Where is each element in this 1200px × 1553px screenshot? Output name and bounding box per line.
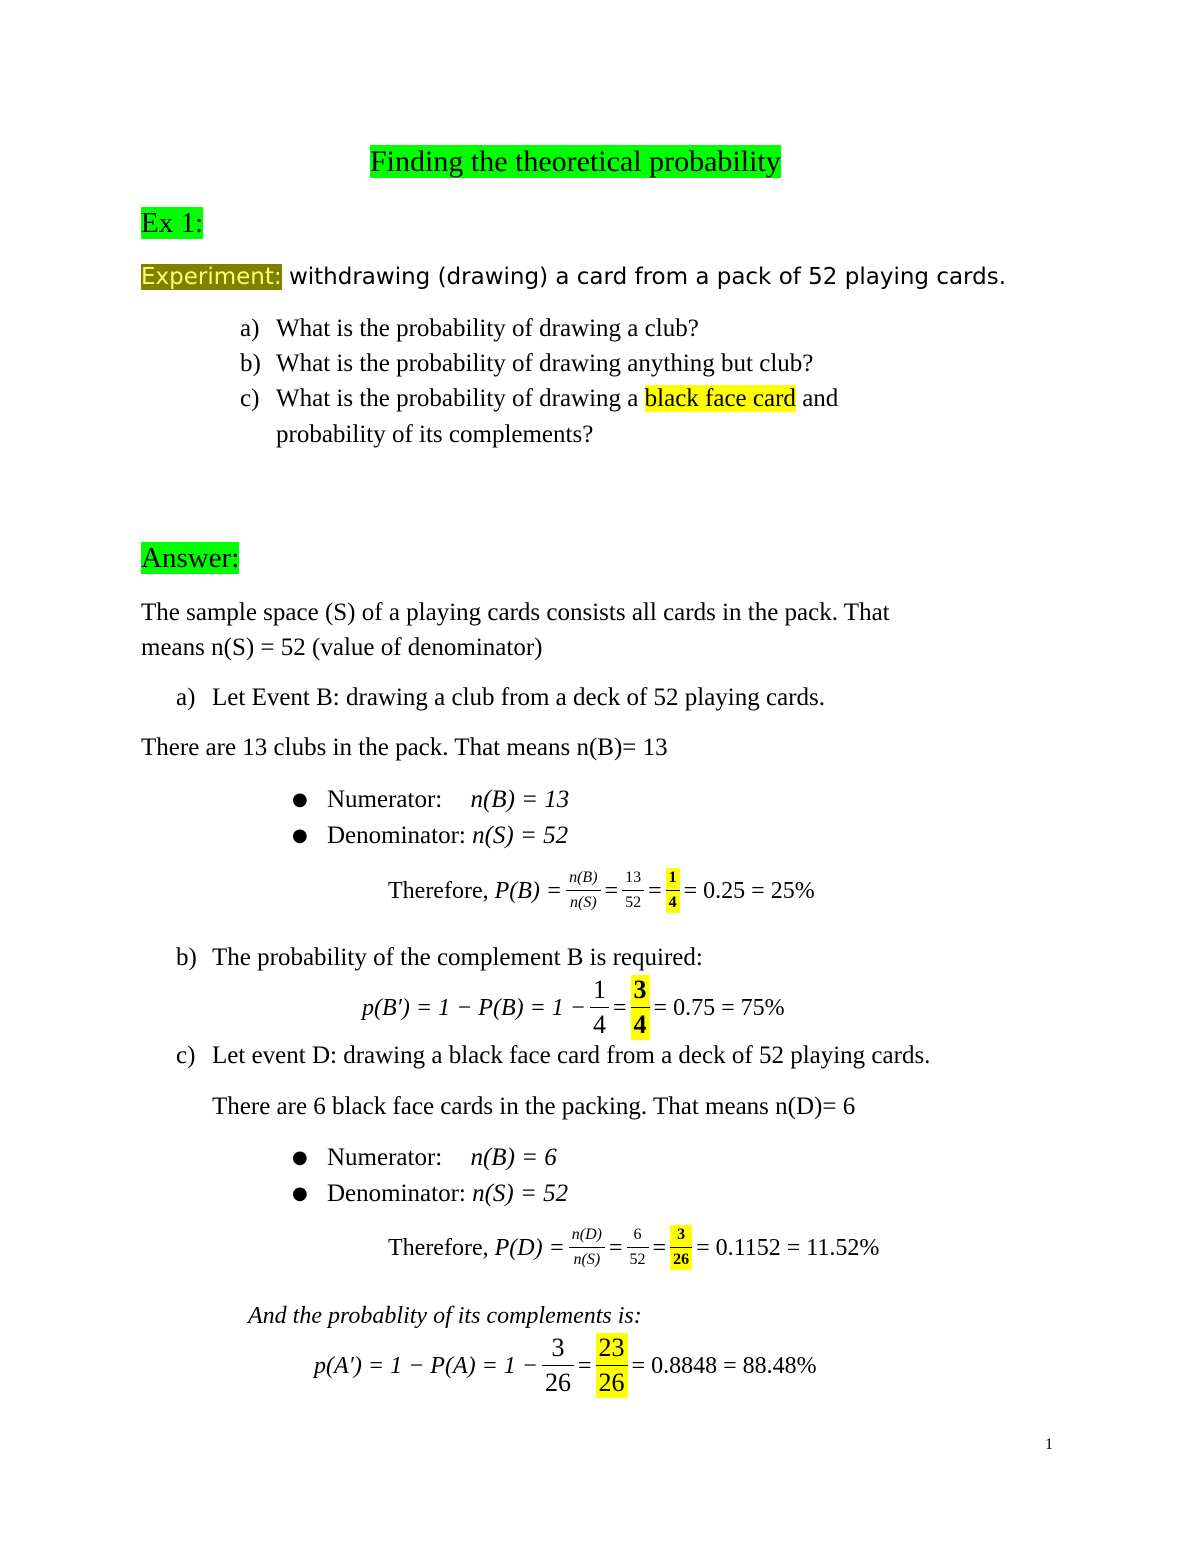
fraction-nb-ns: $\frac{n(B)}{n(S)}$ [566,868,600,913]
question-text: What is the probability of drawing a [276,385,645,412]
experiment-text: withdrawing (drawing) a card from a pack of 52 playing cards. [288,264,1007,290]
question-text: What is the probability of drawing a club? [276,315,699,342]
part-marker: a) [176,684,196,711]
fraction-23-26-highlighted: $\frac{23}{26}$ [596,1333,628,1398]
therefore-label: Therefore, [388,1234,489,1261]
part-a-line [176,683,825,713]
bullet-dot: ● [292,1147,308,1168]
part-b-formula: p(B′) = 1 − P(B) = 1 − $\frac{1}{4}$ = $\frac{3}{4}$ = 0.75 = 75% [362,975,785,1039]
complement-caption: And the probablity of its complements is: [248,1303,642,1329]
part-c-count: There are 6 black face cards in the packing. That means n(D)= 6 [212,1093,856,1120]
formula-lhs: p(B′) = 1 − P(B) = 1 − [362,994,586,1021]
formula-result: = 0.8848 = 88.48% [631,1352,817,1379]
title-text: Finding the theoretical probability [370,145,781,178]
denominator-math: n(S) = 52 [472,1180,569,1207]
formula-result: = 0.75 = 75% [653,994,785,1021]
question-c-continued [276,420,593,450]
part-text: The probability of the complement B is required: [212,944,703,971]
intro-line-1: The sample space (S) of a playing cards consists all cards in the pack. That [141,599,890,626]
formula-lhs: P(B) = [494,877,563,904]
question-text: probability of its complements? [276,421,594,448]
fraction-nd-ns: $\frac{n(D)}{n(S)}$ [569,1225,605,1270]
part-b-line [176,943,703,973]
denominator-label: Denominator: [327,822,466,849]
numerator-math: n(B) = 13 [470,786,570,813]
fraction-6-52: $\frac{6}{52}$ [627,1225,649,1270]
bullet-dot: ● [292,1183,308,1204]
formula-lhs: P(D) = [494,1234,565,1261]
fraction-3-4-highlighted: $\frac{3}{4}$ [631,975,650,1040]
numerator-label: Numerator: [327,1144,443,1171]
part-a-count: There are 13 clubs in the pack. That means n(B)= 13 [141,734,668,761]
question-c [240,384,838,414]
answer-label-text: Answer: [141,542,240,574]
bullet-dot: ● [292,789,308,810]
example-label-text: Ex 1: [141,207,204,239]
intro-line-2: means n(S) = 52 (value of denominator) [141,634,543,661]
question-a [240,314,699,344]
fraction-1-4: $\frac{1}{4}$ [590,975,609,1040]
part-marker: b) [176,944,197,971]
question-marker: c) [240,385,260,412]
numerator-line [327,1143,557,1173]
fraction-1-4-highlighted: $\frac{1}{4}$ [666,868,680,913]
denominator-label: Denominator: [327,1180,466,1207]
denominator-line [327,1179,568,1209]
numerator-label: Numerator: [327,786,443,813]
question-marker: a) [240,315,260,342]
fraction-3-26-highlighted: $\frac{3}{26}$ [670,1225,692,1270]
page-number: 1 [1045,1436,1053,1453]
fraction-13-52: $\frac{13}{52}$ [622,868,644,913]
part-text: Let Event B: drawing a club from a deck of 52 playing cards. [212,684,826,711]
highlighted-term: black face card [644,385,796,412]
formula-result: = 0.25 = 25% [683,877,815,904]
numerator-line [327,785,569,815]
numerator-math: n(B) = 6 [470,1144,557,1171]
question-text: What is the probability of drawing anything but club? [276,350,814,377]
question-marker: b) [240,350,261,377]
question-b [240,349,813,379]
denominator-math: n(S) = 52 [472,822,569,849]
part-a-formula: Therefore, P(B) = $\frac{n(B)}{n(S)}$ = $\frac{13}{52}$ = $\frac{1}{4}$ = 0.25 = 25% [388,869,815,911]
part-text: Let event D: drawing a black face card from a deck of 52 playing cards. [212,1042,931,1069]
part-marker: c) [176,1042,196,1069]
example-label [141,205,203,241]
formula-lhs: p(A′) = 1 − P(A) = 1 − [314,1352,538,1379]
therefore-label: Therefore, [388,877,489,904]
bullet-dot: ● [292,825,308,846]
fraction-3-26: $\frac{3}{26}$ [542,1333,574,1398]
experiment-label: Experiment: [141,264,282,290]
part-c-formula: Therefore, P(D) = $\frac{n(D)}{n(S)}$ = $\frac{6}{52}$ = $\frac{3}{26}$ = 0.1152 = 11.52% [388,1226,880,1268]
formula-result: = 0.1152 = 11.52% [696,1234,880,1261]
page-title [370,143,781,181]
complement-formula: p(A′) = 1 − P(A) = 1 − $\frac{3}{26}$ = $\frac{23}{26}$ = 0.8848 = 88.48% [314,1333,817,1397]
question-text-end: and [795,385,839,412]
answer-label [141,540,239,576]
experiment-line [141,262,1006,292]
part-c-line [176,1041,930,1071]
denominator-line [327,821,568,851]
